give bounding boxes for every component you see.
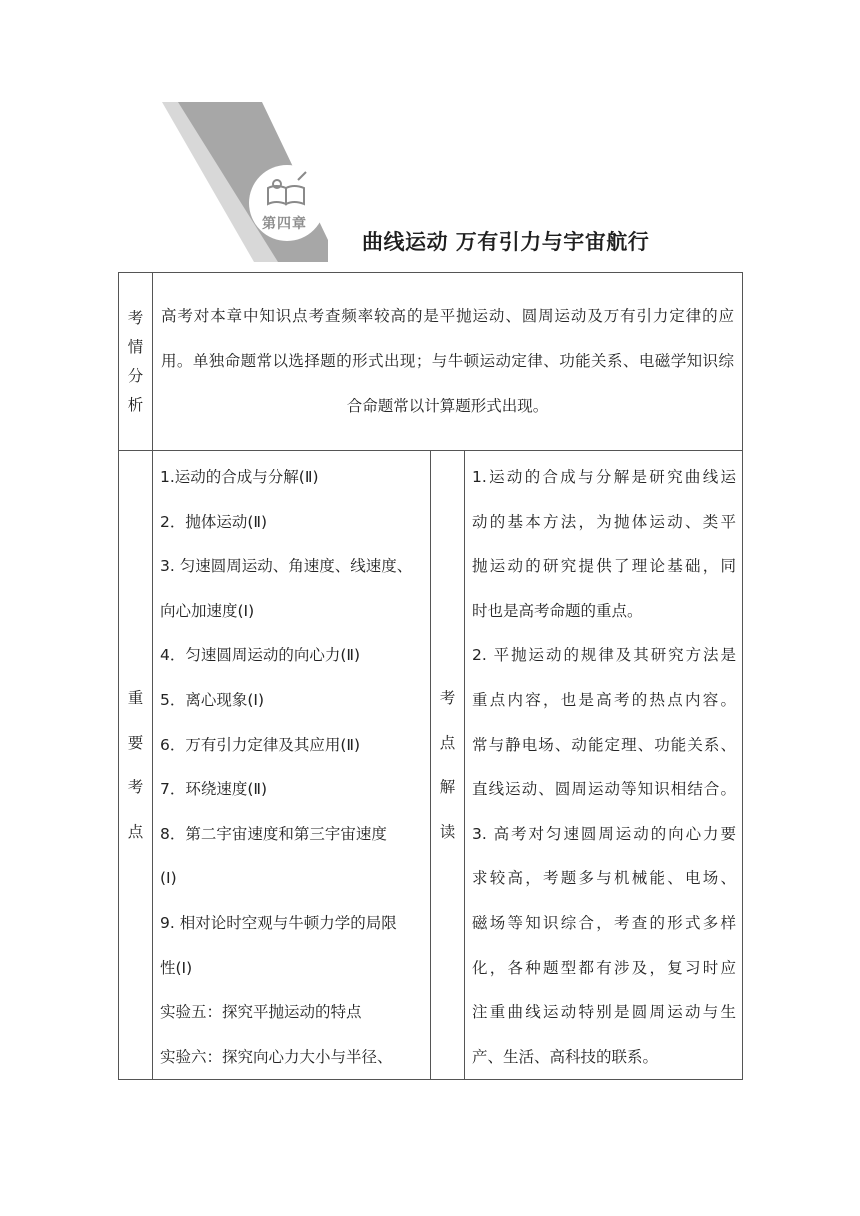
list-item: 3. 高考对匀速圆周运动的向心力要 — [472, 824, 736, 843]
list-item: 常与静电场、动能定理、功能关系、 — [472, 735, 736, 754]
list-item: 向心加速度(Ⅰ) — [160, 601, 255, 620]
list-item: 实验六：探究向心力大小与半径、 — [160, 1047, 393, 1066]
list-item: 性(Ⅰ) — [160, 958, 193, 977]
list-item: 6．万有引力定律及其应用(Ⅱ) — [160, 735, 361, 754]
list-item: 9. 相对论时空观与牛顿力学的局限 — [160, 913, 397, 932]
analysis-row — [119, 273, 743, 451]
list-item: 重点内容，也是高考的热点内容。 — [472, 690, 736, 709]
list-item: (Ⅰ) — [160, 869, 177, 888]
list-item: 8．第二宇宙速度和第三宇宙速度 — [160, 824, 387, 843]
list-item: 动的基本方法，为抛体运动、类平 — [472, 512, 736, 531]
key-points-list — [153, 451, 431, 1080]
list-item: 求较高，考题多与机械能、电场、 — [472, 869, 736, 888]
chapter-banner — [150, 100, 350, 270]
list-item: 直线运动、圆周运动等知识相结合。 — [472, 780, 736, 799]
chapter-badge: 第四章 — [262, 216, 307, 232]
list-item: 2．抛体运动(Ⅱ) — [160, 512, 268, 531]
list-item: 注重曲线运动特别是圆周运动与生 — [472, 1003, 736, 1022]
chapter-overview-table — [118, 272, 743, 1080]
key-points-label: 重 要 考 点 — [119, 451, 153, 1080]
list-item: 2. 平抛运动的规律及其研究方法是 — [472, 646, 736, 665]
chapter-title: 曲线运动 万有引力与宇宙航行 — [362, 230, 650, 254]
list-item: 3. 匀速圆周运动、角速度、线速度、 — [160, 557, 413, 576]
analysis-text: 高考对本章中知识点考查频率较高的是平抛运动、圆周运动及万有引力定律的应用。单独命题常以选择题的形式出现；与牛顿运动定律、功能关系、电磁学知识综合命题常以计算题形式出现。 — [161, 307, 734, 415]
list-item: 产、生活、高科技的联系。 — [472, 1047, 659, 1066]
interpretation-text — [465, 451, 743, 1080]
interpretation-label: 考 点 解 读 — [431, 451, 465, 1080]
list-item: 实验五：探究平抛运动的特点 — [160, 1003, 362, 1022]
list-item: 1.运动的合成与分解(Ⅱ) — [160, 468, 319, 486]
list-item: 抛运动的研究提供了理论基础，同 — [472, 557, 736, 576]
analysis-text-cell — [153, 273, 743, 451]
list-item: 1.运动的合成与分解是研究曲线运 — [472, 468, 736, 486]
analysis-label: 考 情 分 析 — [119, 273, 153, 451]
list-item: 化，各种题型都有涉及，复习时应 — [472, 958, 736, 977]
list-item: 时也是高考命题的重点。 — [472, 601, 643, 620]
list-item: 7．环绕速度(Ⅱ) — [160, 780, 268, 799]
key-points-row — [119, 451, 743, 1080]
list-item: 磁场等知识综合，考查的形式多样 — [472, 913, 736, 932]
list-item: 5．离心现象(Ⅰ) — [160, 690, 265, 709]
list-item: 4．匀速圆周运动的向心力(Ⅱ) — [160, 646, 361, 665]
